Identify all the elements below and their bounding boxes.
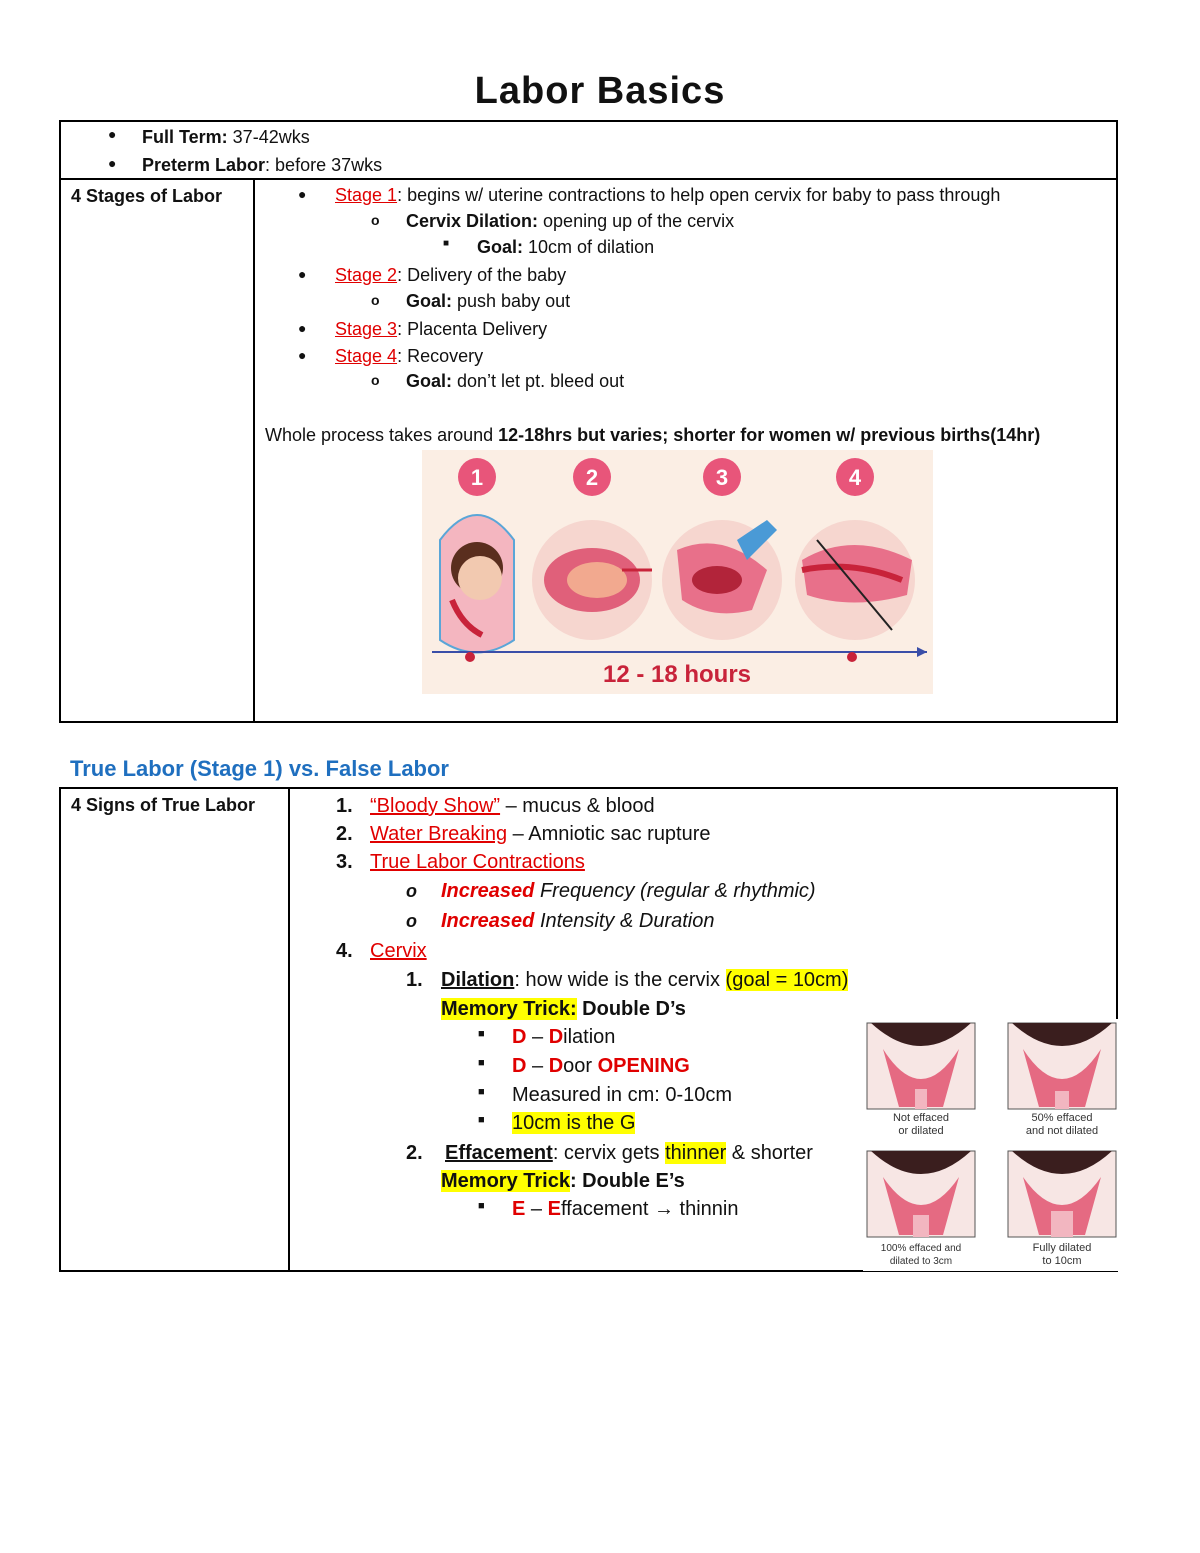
goal-line: 10cm is the G xyxy=(512,1112,636,1134)
signs-heading-cell xyxy=(60,788,289,1271)
contractions-line: True Labor Contractions xyxy=(370,851,585,873)
number-2: 2. xyxy=(336,823,353,845)
e-effacement-line: E – Effacement → thinnin xyxy=(512,1198,739,1220)
memory-trick-d: Memory Trick: Double D’s xyxy=(441,998,686,1020)
caption-3: 100% effaced and dilated to 3cm xyxy=(880,1243,962,1267)
number-4: 4. xyxy=(336,940,353,962)
labor-stages-illustration xyxy=(422,450,933,694)
memory-trick-e: Memory Trick: Double E’s xyxy=(441,1170,685,1192)
cervix-line: Cervix xyxy=(370,940,427,962)
water-breaking-line: Water Breaking – Amniotic sac rupture xyxy=(370,823,711,845)
number-1: 1. xyxy=(336,795,353,817)
number-3: 3. xyxy=(336,851,353,873)
caption-1: Not effaced or dilated xyxy=(892,1112,950,1137)
frequency-line: Increased Frequency (regular & rhythmic) xyxy=(441,880,816,902)
section-heading: True Labor (Stage 1) vs. False Labor xyxy=(70,756,449,781)
d-dilation-line: D – Dilation xyxy=(512,1026,616,1048)
circle-bullet-icon: o xyxy=(371,212,380,228)
intensity-line: Increased Intensity & Duration xyxy=(441,910,715,932)
square-bullet-icon: ■ xyxy=(443,238,450,249)
bullet-icon: ● xyxy=(108,155,117,171)
cervix-dilation-line: Cervix Dilation: opening up of the cervix xyxy=(406,211,735,231)
duration-label: 12 - 18 hours xyxy=(602,661,752,688)
stage-number-1: 1 xyxy=(470,465,484,490)
square-bullet-icon: ■ xyxy=(478,1086,485,1098)
basics-cell xyxy=(60,121,1117,179)
preterm-line: Preterm Labor: before 37wks xyxy=(142,155,383,175)
stage4-line: Stage 4: Recovery xyxy=(335,346,484,366)
signs-heading: 4 Signs of True Labor xyxy=(71,795,256,815)
signs-table xyxy=(59,787,1118,1272)
signs-content-cell xyxy=(289,788,1117,1271)
cervix-illustration xyxy=(863,1019,1119,1271)
bullet-icon: ● xyxy=(298,266,307,282)
bullet-icon: ● xyxy=(298,320,307,336)
stage4-goal-line: Goal: don’t let pt. bleed out xyxy=(406,371,625,391)
stages-heading: 4 Stages of Labor xyxy=(71,186,223,206)
circle-bullet-icon: o xyxy=(371,292,380,308)
circle-bullet-icon: o xyxy=(371,372,380,388)
square-bullet-icon: ■ xyxy=(478,1028,485,1040)
stage-number-3: 3 xyxy=(715,465,729,490)
stage3-line: Stage 3: Placenta Delivery xyxy=(335,319,548,339)
bullet-icon: ● xyxy=(298,186,307,202)
stage2-goal-line: Goal: push baby out xyxy=(406,291,571,311)
square-bullet-icon: ■ xyxy=(478,1200,485,1212)
measured-line: Measured in cm: 0-10cm xyxy=(512,1084,733,1106)
effacement-number: 2. xyxy=(406,1142,423,1164)
stages-heading-cell xyxy=(60,179,254,722)
page-title: Labor Basics xyxy=(474,70,726,112)
stage-number-4: 4 xyxy=(848,465,862,490)
full-term-line: Full Term: 37-42wks xyxy=(142,127,310,147)
circle-bullet-icon: o xyxy=(406,881,417,901)
stage1-line: Stage 1: begins w/ uterine contractions to help open cervix for baby to pass through xyxy=(335,185,1001,205)
stage-number-2: 2 xyxy=(585,465,599,490)
circle-bullet-icon: o xyxy=(406,911,417,931)
bullet-icon: ● xyxy=(298,347,307,363)
process-duration-line: Whole process takes around 12-18hrs but varies; shorter for women w/ previous births(14hr) xyxy=(265,425,1041,445)
dilation-line: Dilation: how wide is the cervix (goal = 10cm) xyxy=(441,969,849,991)
stage1-goal-line: Goal: 10cm of dilation xyxy=(477,237,655,257)
stage2-line: Stage 2: Delivery of the baby xyxy=(335,265,567,285)
stages-content-cell xyxy=(254,179,1117,722)
d-door-line: D – Door OPENING xyxy=(512,1055,690,1077)
stages-table xyxy=(59,120,1118,723)
square-bullet-icon: ■ xyxy=(478,1114,485,1126)
dilation-number: 1. xyxy=(406,969,423,991)
square-bullet-icon: ■ xyxy=(478,1057,485,1069)
bullet-icon: ● xyxy=(108,126,117,142)
effacement-line: Effacement: cervix gets thinner & shorter xyxy=(445,1142,813,1164)
bloody-show-line: “Bloody Show” – mucus & blood xyxy=(370,795,655,817)
caption-2: 50% effaced and not dilated xyxy=(1025,1112,1099,1137)
caption-4: Fully dilated to 10cm xyxy=(1032,1242,1092,1267)
